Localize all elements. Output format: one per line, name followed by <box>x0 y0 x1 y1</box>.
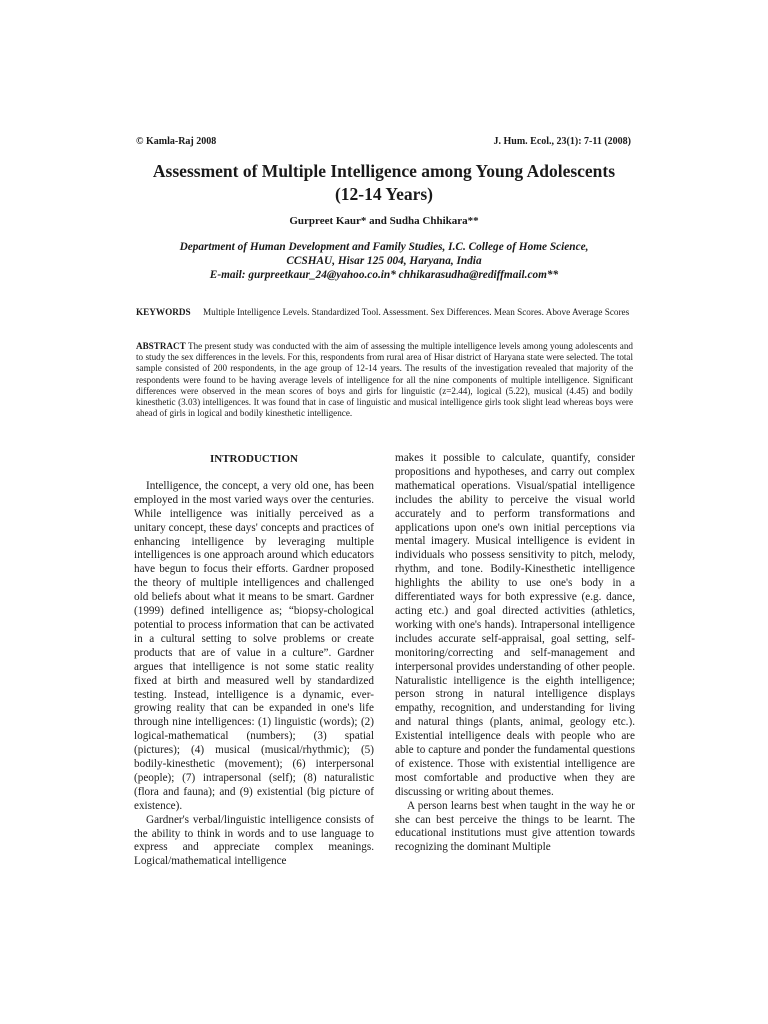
keywords-label: KEYWORDS <box>136 307 191 317</box>
abstract-text: The present study was conducted with the aim of assessing the multiple intelligence levels among young adolescents and to study the sex differences in the levels. For this, respondents from rural area of Hisar district of Haryana state were selected. The total sample consisted of 200 respondents, in the age group of 12-14 years. The results of the investigation revealed that majority of the respondents were found to be having average levels of intelligence for all the nine components of multiple intelligence. Significant differences were observed in the mean scores of boys and girls for linguistic (z=2.44), logical (5.22), musical (4.45) and bodily kinesthetic (3.03) intelligences. It was found that in case of linguistic and musical intelligence girls took slight lead whereas boys were ahead of girls in logical and bodily kinesthetic intelligence. <box>136 341 633 419</box>
introduction-heading: INTRODUCTION <box>209 453 298 465</box>
title-line-1: Assessment of Multiple Intelligence among Young Adolescents <box>152 161 616 181</box>
keywords-block <box>136 307 636 318</box>
body-paragraph: makes it possible to calculate, quantify, consider propositions and hypotheses, and carry out complex mathematical operations. Visual/spatial intelligence includes the ability to perceive the visual world accurately and to perform transformations and applications upon one's own initial perceptions via mental imagery. Musical intelligence is evident in individuals who possess sensitivity to pitch, melody, rhythm, and tone. Bodily-Kinesthetic intelligence highlights the ability to use one's body in a differentiated ways for both expressive (e.g. dance, acting etc.) and goal directed activities (athletics, working with one's hands). Intrapersonal intelligence includes accurate self-appraisal, goal setting, self-monitoring/correcting and self-management and interpersonal provides understanding of other people. Naturalistic intelligence is the eighth intelligence; person strong in natural intelligence displays empathy, recognition, and understanding for living and natural things (plants, animal, geology etc.). Existential intelligence deals with people who are able to capture and ponder the fundamental questions of existence. Those with existential intelligence are most comfortable and productive when they are discussing or writing about themes. <box>395 452 635 798</box>
journal-citation: J. Hum. Ecol., 23(1): 7-11 (2008) <box>493 136 631 147</box>
affiliation-line-2: CCSHAU, Hisar 125 004, Haryana, India <box>286 255 482 267</box>
title-line-2: (12-14 Years) <box>334 184 433 204</box>
body-paragraph: Intelligence, the concept, a very old one, has been employed in the most varied ways over the centuries. While intelligence was initially perceived as a unitary concept, these days' concepts and practices of enhancing intelligence by leveraging multiple intelligences is one approach around which educators have begun to focus their efforts. Gardner proposed the theory of multiple intelligences and challenged old beliefs about what it means to be smart. Gardner (1999) defined intelligence as; “biopsy-chological potential to process information that can be activated in a cultural setting to solve problems or create products that are of value in a culture”. Gardner argues that intelligence is not some static reality fixed at birth and measured well by standardized testing. Instead, intelligence is a dynamic, ever-growing reality that can be expanded in one's life through nine intelligences: (1) linguistic (words); (2) logical-mathematical (numbers); (3) spatial (pictures); (4) musical (musical/rhythmic); (5) bodily-kinesthetic (movement); (6) interpersonal (people); (7) intrapersonal (self); (8) naturalistic (flora and fauna); and (9) existential (big picture of existence). <box>134 479 374 812</box>
author-list: Gurpreet Kaur* and Sudha Chhikara** <box>289 215 479 227</box>
body-paragraph: A person learns best when taught in the way he or she can best perceive the things to be learnt. The educational institutions must give attention towards recognizing the dominant Multiple <box>395 799 635 854</box>
abstract-block <box>136 341 633 419</box>
body-column-right <box>395 452 635 855</box>
body-paragraph: Gardner's verbal/linguistic intelligence consists of the ability to think in words and to use language to express and appreciate complex meanings. Logical/mathematical intelligence <box>134 813 374 868</box>
paper-title <box>120 160 648 206</box>
keywords-text: Multiple Intelligence Levels. Standardized Tool. Assessment. Sex Differences. Mean Scores. Above Average Scores <box>203 307 630 317</box>
affiliation-email: E-mail: gurpreetkaur_24@yahoo.co.in* chhikarasudha@rediffmail.com** <box>209 269 559 281</box>
affiliation-line-1: Department of Human Development and Family Studies, I.C. College of Home Science, <box>179 241 589 253</box>
body-column-left <box>134 452 374 869</box>
copyright-notice: © Kamla-Raj 2008 <box>136 136 217 147</box>
affiliation-block <box>120 240 648 282</box>
abstract-label: ABSTRACT <box>136 341 186 351</box>
